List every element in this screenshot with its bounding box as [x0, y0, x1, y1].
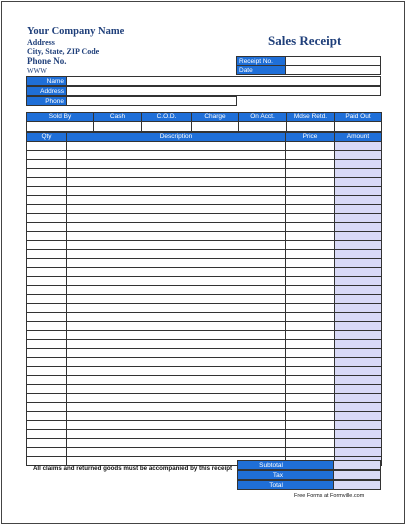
- form-title: Sales Receipt: [268, 33, 342, 48]
- amount-cell[interactable]: [335, 178, 382, 187]
- header-amount: Amount: [335, 133, 382, 142]
- table-row: [27, 268, 382, 277]
- table-row: [27, 403, 382, 412]
- price-cell[interactable]: [286, 142, 335, 151]
- amount-cell[interactable]: [335, 403, 382, 412]
- table-row: [27, 187, 382, 196]
- description-cell[interactable]: [67, 394, 286, 403]
- price-cell[interactable]: [286, 412, 335, 421]
- table-row: [27, 241, 382, 250]
- qty-cell[interactable]: [27, 385, 67, 394]
- table-row: [27, 349, 382, 358]
- description-cell[interactable]: [67, 313, 286, 322]
- date-label-cell: [236, 65, 286, 75]
- qty-cell[interactable]: [27, 223, 67, 232]
- header-charge: Charge: [192, 113, 239, 122]
- header-qty: Qty: [27, 133, 67, 142]
- price-cell[interactable]: [286, 223, 335, 232]
- table-row: [27, 151, 382, 160]
- qty-cell[interactable]: [27, 331, 67, 340]
- qty-cell[interactable]: [27, 421, 67, 430]
- company-city-state-zip: City, State, ZIP Code: [27, 47, 100, 56]
- receipt-no-label: Receipt No.: [239, 58, 273, 65]
- company-name: Your Company Name: [27, 26, 125, 37]
- name-label: Name: [46, 78, 64, 85]
- subtotal-label: Subtotal: [259, 462, 283, 469]
- amount-cell[interactable]: [335, 196, 382, 205]
- header-mdse-retd: Mdse Retd.: [287, 113, 335, 122]
- price-cell[interactable]: [286, 358, 335, 367]
- description-cell[interactable]: [67, 304, 286, 313]
- cash-field[interactable]: [94, 122, 142, 132]
- qty-cell[interactable]: [27, 196, 67, 205]
- qty-cell[interactable]: [27, 349, 67, 358]
- amount-cell[interactable]: [335, 331, 382, 340]
- qty-cell[interactable]: [27, 178, 67, 187]
- price-cell[interactable]: [286, 277, 335, 286]
- claims-note: All claims and returned goods must be accompanied by this receipt: [32, 465, 233, 472]
- price-cell[interactable]: [286, 349, 335, 358]
- description-cell[interactable]: [67, 412, 286, 421]
- table-row: [27, 340, 382, 349]
- table-row: [27, 385, 382, 394]
- table-row: [27, 286, 382, 295]
- table-row: [27, 205, 382, 214]
- qty-cell[interactable]: [27, 169, 67, 178]
- description-cell[interactable]: [67, 223, 286, 232]
- qty-cell[interactable]: [27, 268, 67, 277]
- price-cell[interactable]: [286, 268, 335, 277]
- table-row: [27, 250, 382, 259]
- charge-field[interactable]: [192, 122, 239, 132]
- qty-cell[interactable]: [27, 142, 67, 151]
- amount-cell[interactable]: [335, 295, 382, 304]
- description-cell[interactable]: [67, 277, 286, 286]
- table-row: [27, 313, 382, 322]
- description-cell[interactable]: [67, 286, 286, 295]
- description-cell[interactable]: [67, 367, 286, 376]
- sold-by-field[interactable]: [27, 122, 94, 132]
- price-cell[interactable]: [286, 196, 335, 205]
- qty-cell[interactable]: [27, 394, 67, 403]
- description-cell[interactable]: [67, 214, 286, 223]
- description-cell[interactable]: [67, 295, 286, 304]
- header-on-acct: On Acct.: [239, 113, 287, 122]
- address-field[interactable]: [66, 86, 381, 96]
- description-cell[interactable]: [67, 187, 286, 196]
- qty-cell[interactable]: [27, 439, 67, 448]
- price-cell[interactable]: [286, 367, 335, 376]
- qty-cell[interactable]: [27, 232, 67, 241]
- paid-out-field[interactable]: [335, 122, 382, 132]
- header-paid-out: Paid Out: [335, 113, 382, 122]
- price-cell[interactable]: [286, 151, 335, 160]
- price-cell[interactable]: [286, 286, 335, 295]
- qty-cell[interactable]: [27, 187, 67, 196]
- table-row: [27, 295, 382, 304]
- amount-cell[interactable]: [335, 313, 382, 322]
- price-cell[interactable]: [286, 160, 335, 169]
- header-sold-by: Sold By: [27, 113, 94, 122]
- qty-cell[interactable]: [27, 250, 67, 259]
- description-cell[interactable]: [67, 142, 286, 151]
- table-row: [27, 277, 382, 286]
- description-cell[interactable]: [67, 160, 286, 169]
- qty-cell[interactable]: [27, 412, 67, 421]
- description-cell[interactable]: [67, 403, 286, 412]
- qty-cell[interactable]: [27, 295, 67, 304]
- price-cell[interactable]: [286, 340, 335, 349]
- qty-cell[interactable]: [27, 277, 67, 286]
- price-cell[interactable]: [286, 187, 335, 196]
- qty-cell[interactable]: [27, 259, 67, 268]
- price-cell[interactable]: [286, 313, 335, 322]
- qty-cell[interactable]: [27, 358, 67, 367]
- table-row: [27, 223, 382, 232]
- description-cell[interactable]: [67, 205, 286, 214]
- amount-cell[interactable]: [335, 151, 382, 160]
- price-cell[interactable]: [286, 178, 335, 187]
- table-row: [27, 304, 382, 313]
- price-cell[interactable]: [286, 250, 335, 259]
- price-cell[interactable]: [286, 241, 335, 250]
- qty-cell[interactable]: [27, 376, 67, 385]
- description-cell[interactable]: [67, 340, 286, 349]
- table-row: [27, 448, 382, 457]
- phone-field[interactable]: [66, 96, 237, 106]
- table-row: [27, 358, 382, 367]
- table-row: [27, 259, 382, 268]
- amount-cell[interactable]: [335, 142, 382, 151]
- price-cell[interactable]: [286, 439, 335, 448]
- table-row: [27, 367, 382, 376]
- date-field[interactable]: [285, 65, 381, 75]
- qty-cell[interactable]: [27, 304, 67, 313]
- description-cell[interactable]: [67, 232, 286, 241]
- description-cell[interactable]: [67, 250, 286, 259]
- amount-cell[interactable]: [335, 223, 382, 232]
- description-cell[interactable]: [67, 439, 286, 448]
- description-cell[interactable]: [67, 349, 286, 358]
- description-cell[interactable]: [67, 268, 286, 277]
- price-cell[interactable]: [286, 295, 335, 304]
- price-cell[interactable]: [286, 304, 335, 313]
- price-cell[interactable]: [286, 403, 335, 412]
- qty-cell[interactable]: [27, 214, 67, 223]
- qty-cell[interactable]: [27, 340, 67, 349]
- address-label: Address: [40, 88, 64, 95]
- table-row: [27, 142, 382, 151]
- amount-cell[interactable]: [335, 286, 382, 295]
- header-description: Description: [67, 133, 286, 142]
- description-cell[interactable]: [67, 259, 286, 268]
- amount-cell[interactable]: [335, 349, 382, 358]
- amount-cell[interactable]: [335, 448, 382, 457]
- address-label-cell: [26, 86, 67, 96]
- table-row: [27, 430, 382, 439]
- tax-label-cell: [237, 470, 334, 480]
- price-cell[interactable]: [286, 259, 335, 268]
- qty-cell[interactable]: [27, 430, 67, 439]
- qty-cell[interactable]: [27, 322, 67, 331]
- qty-cell[interactable]: [27, 286, 67, 295]
- header-price: Price: [286, 133, 335, 142]
- payment-table: [26, 112, 382, 132]
- qty-cell[interactable]: [27, 367, 67, 376]
- tax-field[interactable]: [333, 470, 381, 480]
- amount-cell[interactable]: [335, 187, 382, 196]
- price-cell[interactable]: [286, 385, 335, 394]
- qty-cell[interactable]: [27, 151, 67, 160]
- qty-cell[interactable]: [27, 403, 67, 412]
- price-cell[interactable]: [286, 322, 335, 331]
- table-row: [27, 169, 382, 178]
- description-cell[interactable]: [67, 385, 286, 394]
- price-cell[interactable]: [286, 448, 335, 457]
- description-cell[interactable]: [67, 448, 286, 457]
- qty-cell[interactable]: [27, 160, 67, 169]
- date-label: Date: [239, 67, 253, 74]
- qty-cell[interactable]: [27, 205, 67, 214]
- footer-credit: Free Forms at Formville.com: [294, 493, 365, 499]
- amount-cell[interactable]: [335, 385, 382, 394]
- company-phone: Phone No.: [27, 56, 67, 66]
- description-cell[interactable]: [67, 169, 286, 178]
- amount-cell[interactable]: [335, 214, 382, 223]
- table-row: [27, 160, 382, 169]
- description-cell[interactable]: [67, 241, 286, 250]
- table-row: [27, 214, 382, 223]
- table-row: [27, 376, 382, 385]
- amount-cell[interactable]: [335, 421, 382, 430]
- on-acct-field[interactable]: [239, 122, 287, 132]
- qty-cell[interactable]: [27, 448, 67, 457]
- amount-cell[interactable]: [335, 412, 382, 421]
- amount-cell[interactable]: [335, 322, 382, 331]
- company-address: Address: [27, 38, 55, 47]
- price-cell[interactable]: [286, 214, 335, 223]
- price-cell[interactable]: [286, 394, 335, 403]
- amount-cell[interactable]: [335, 241, 382, 250]
- table-row: [27, 394, 382, 403]
- phone-label: Phone: [45, 98, 64, 105]
- amount-cell[interactable]: [335, 340, 382, 349]
- description-cell[interactable]: [67, 358, 286, 367]
- price-cell[interactable]: [286, 169, 335, 178]
- items-table: [26, 132, 382, 466]
- amount-cell[interactable]: [335, 394, 382, 403]
- total-label: Total: [269, 482, 283, 489]
- amount-cell[interactable]: [335, 232, 382, 241]
- amount-cell[interactable]: [335, 205, 382, 214]
- amount-cell[interactable]: [335, 439, 382, 448]
- table-row: [27, 439, 382, 448]
- amount-cell[interactable]: [335, 376, 382, 385]
- amount-cell[interactable]: [335, 259, 382, 268]
- description-cell[interactable]: [67, 196, 286, 205]
- amount-cell[interactable]: [335, 358, 382, 367]
- table-row: [27, 196, 382, 205]
- name-label-cell: [26, 76, 67, 86]
- header-cash: Cash: [94, 113, 142, 122]
- qty-cell[interactable]: [27, 313, 67, 322]
- description-cell[interactable]: [67, 421, 286, 430]
- price-cell[interactable]: [286, 331, 335, 340]
- description-cell[interactable]: [67, 331, 286, 340]
- amount-cell[interactable]: [335, 304, 382, 313]
- subtotal-field[interactable]: [333, 460, 381, 470]
- header-cod: C.O.D.: [142, 113, 192, 122]
- table-row: [27, 232, 382, 241]
- table-row: [27, 331, 382, 340]
- table-row: [27, 412, 382, 421]
- table-row: [27, 178, 382, 187]
- amount-cell[interactable]: [335, 367, 382, 376]
- amount-cell[interactable]: [335, 430, 382, 439]
- total-field[interactable]: [333, 480, 381, 490]
- subtotal-label-cell: [237, 460, 334, 470]
- description-cell[interactable]: [67, 376, 286, 385]
- amount-cell[interactable]: [335, 277, 382, 286]
- tax-label: Tax: [272, 472, 283, 479]
- price-cell[interactable]: [286, 232, 335, 241]
- description-cell[interactable]: [67, 178, 286, 187]
- qty-cell[interactable]: [27, 241, 67, 250]
- amount-cell[interactable]: [335, 160, 382, 169]
- amount-cell[interactable]: [335, 250, 382, 259]
- mdse-retd-field[interactable]: [287, 122, 335, 132]
- phone-label-cell: [26, 96, 67, 106]
- amount-cell[interactable]: [335, 169, 382, 178]
- table-row: [27, 322, 382, 331]
- company-www: WWW: [27, 67, 47, 75]
- price-cell[interactable]: [286, 421, 335, 430]
- price-cell[interactable]: [286, 430, 335, 439]
- description-cell[interactable]: [67, 430, 286, 439]
- description-cell[interactable]: [67, 322, 286, 331]
- amount-cell[interactable]: [335, 268, 382, 277]
- table-row: [27, 421, 382, 430]
- cod-field[interactable]: [142, 122, 192, 132]
- name-field[interactable]: [66, 76, 381, 86]
- price-cell[interactable]: [286, 205, 335, 214]
- price-cell[interactable]: [286, 376, 335, 385]
- description-cell[interactable]: [67, 151, 286, 160]
- total-label-cell: [237, 480, 334, 490]
